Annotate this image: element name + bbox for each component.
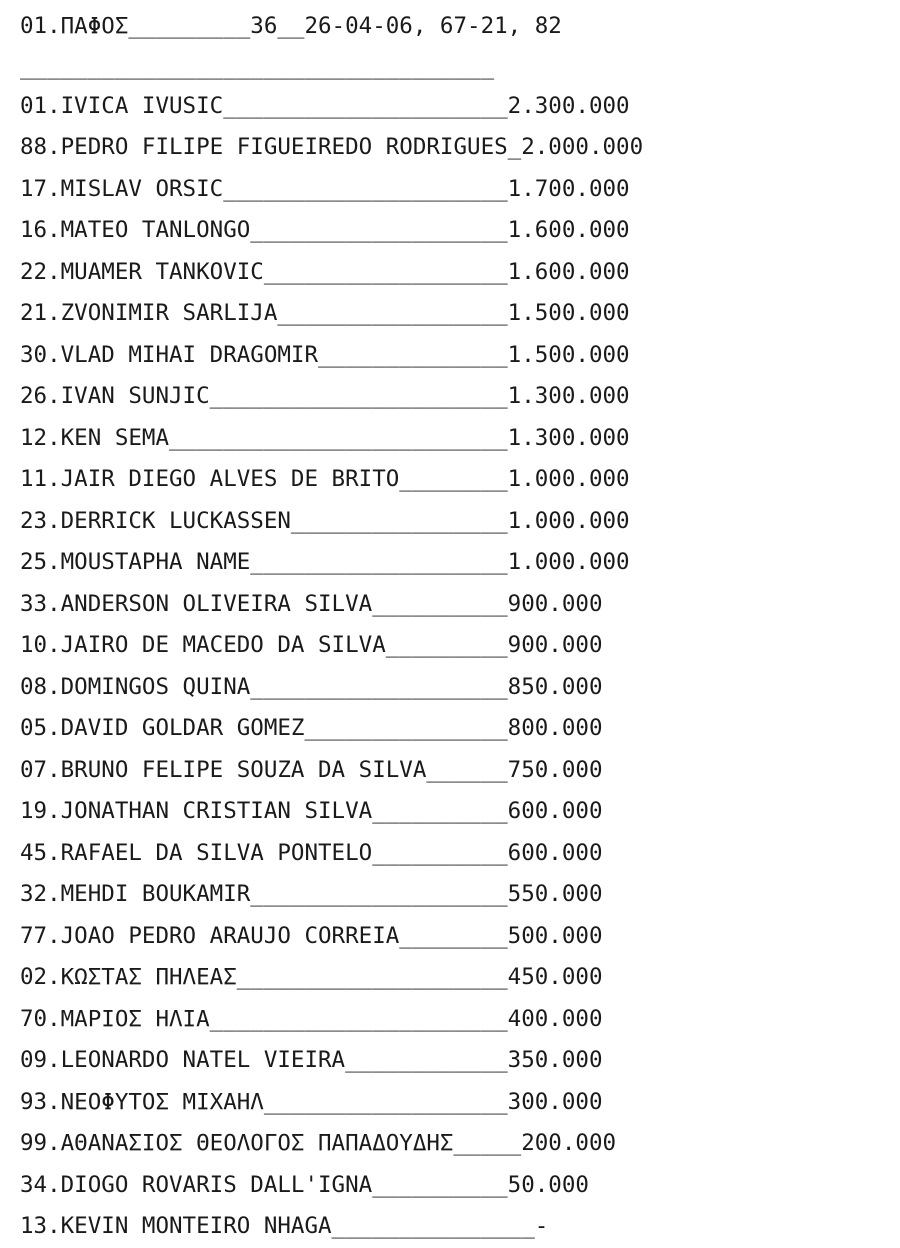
player-line: 88.PEDRO FILIPE FIGUEIREDO RODRIGUES_2.000.000 bbox=[20, 134, 644, 160]
team-header-line: 01.ΠΑΦΟΣ_________36__26-04-06, 67-21, 82 bbox=[20, 13, 562, 39]
player-line: 08.DOMINGOS QUINA___________________850.000 bbox=[20, 673, 603, 700]
player-list bbox=[20, 86, 890, 1248]
document-body bbox=[20, 6, 890, 1248]
player-line: 30.VLAD MIHAI DRAGOMIR______________1.500.000 bbox=[20, 341, 630, 368]
player-line: 23.DERRICK LUCKASSEN________________1.000.000 bbox=[20, 507, 630, 534]
player-line: 21.ZVONIMIR SARLIJA_________________1.500.000 bbox=[20, 300, 630, 326]
player-line: 19.JONATHAN CRISTIAN SILVA__________600.000 bbox=[20, 798, 603, 824]
player-line: 11.JAIR DIEGO ALVES DE BRITO________1.000.000 bbox=[20, 466, 630, 492]
player-line: 02.ΚΩΣΤΑΣ ΠΗΛΕΑΣ____________________450.000 bbox=[20, 964, 603, 990]
player-line: 99.ΑΘΑΝΑΣΙΟΣ ΘΕΟΛΟΓΟΣ ΠΑΠΑΔΟΥΔΗΣ_____200.000 bbox=[20, 1130, 617, 1156]
player-line: 12.KEN SEMA_________________________1.300.000 bbox=[20, 424, 630, 451]
player-line: 70.ΜΑΡΙΟΣ ΗΛΙΑ______________________400.000 bbox=[20, 1005, 603, 1032]
player-line: 05.DAVID GOLDAR GOMEZ_______________800.000 bbox=[20, 715, 603, 741]
player-line: 32.MEHDI BOUKAMIR___________________550.000 bbox=[20, 881, 603, 907]
player-line: 45.RAFAEL DA SILVA PONTELO__________600.000 bbox=[20, 839, 603, 866]
player-line: 09.LEONARDO NATEL VIEIRA____________350.000 bbox=[20, 1047, 603, 1073]
player-line: 10.JAIRO DE MACEDO DA SILVA_________900.000 bbox=[20, 632, 603, 658]
player-line: 16.MATEO TANLONGO___________________1.600.000 bbox=[20, 217, 630, 243]
player-line: 17.MISLAV ORSIC_____________________1.700.000 bbox=[20, 175, 630, 202]
player-line: 01.IVICA IVUSIC_____________________2.300.000 bbox=[20, 92, 630, 119]
player-line: 26.IVAN SUNJIC______________________1.300.000 bbox=[20, 383, 630, 409]
player-line: 13.KEVIN MONTEIRO NHAGA_______________- bbox=[20, 1213, 549, 1239]
player-line: 07.BRUNO FELIPE SOUZA DA SILVA______750.000 bbox=[20, 756, 603, 783]
player-line: 33.ANDERSON OLIVEIRA SILVA__________900.000 bbox=[20, 590, 603, 617]
player-line: 25.MOUSTAPHA NAME___________________1.000.000 bbox=[20, 549, 630, 575]
player-line: 93.ΝΕΟΦΥΤΟΣ ΜΙΧΑΗΛ__________________300.000 bbox=[20, 1088, 603, 1115]
separator-line: ___________________________________ bbox=[20, 53, 495, 80]
player-line: 77.JOAO PEDRO ARAUJO CORREIA________500.000 bbox=[20, 922, 603, 949]
player-line: 22.MUAMER TANKOVIC__________________1.600.000 bbox=[20, 258, 630, 285]
player-line: 34.DIOGO ROVARIS DALL'IGNA__________50.000 bbox=[20, 1171, 589, 1198]
